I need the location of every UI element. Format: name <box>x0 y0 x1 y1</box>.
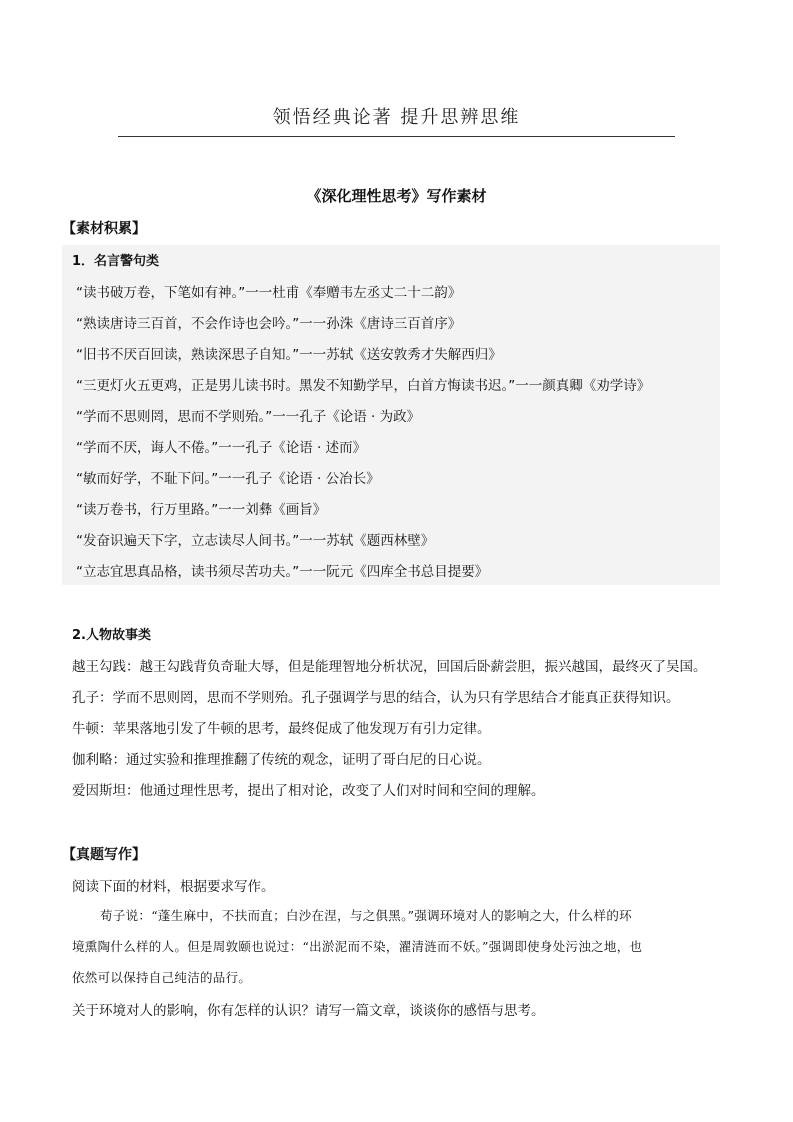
section-heading-writing: 【真题写作】 <box>62 847 146 863</box>
writing-intro: 阅读下面的材料，根据要求写作。 <box>72 879 275 895</box>
header-divider <box>118 136 675 137</box>
story-item: 孔子：学而不思则罔，思而不学则殆。孔子强调学与思的结合，认为只有学思结合才能真正获得知识。 <box>72 690 680 706</box>
story-item: 牛顿：苹果落地引发了牛顿的思考，最终促成了他发现万有引力定律。 <box>72 721 491 737</box>
quote-item: “三更灯火五更鸡，正是男儿读书时。黑发不知勤学早，白首方悔读书迟。”一一颜真卿《劝学诗》 <box>76 378 651 394</box>
quote-item: “旧书不厌百回读，熟读深思子自知。”一一苏轼《送安敦秀才失解西归》 <box>76 347 502 363</box>
stories-heading: 2.人物故事类 <box>72 628 151 643</box>
quote-item: “敏而好学，不耻下问。”一一孔子《论语 · 公冶长》 <box>76 471 380 487</box>
writing-material-line: 依然可以保持自己纯洁的品行。 <box>72 970 252 985</box>
story-item: 爱因斯坦：他通过理性思考，提出了相对论，改变了人们对时间和空间的理解。 <box>72 783 545 799</box>
quote-item: “熟读唐诗三百首，不会作诗也会吟。”一一孙洙《唐诗三百首序》 <box>76 316 462 332</box>
quote-item: “读书破万卷，下笔如有神。”一一杜甫《奉赠韦左丞丈二十二韵》 <box>76 285 462 301</box>
writing-prompt: 关于环境对人的影响，你有怎样的认识？请写一篇文章，谈谈你的感悟与思考。 <box>72 1003 545 1019</box>
section-heading-material: 【素材积累】 <box>62 221 146 237</box>
writing-material-line: 境熏陶什么样的人。但是周敦颐也说过：“出淤泥而不染，濯清涟而不妖。”强调即使身处污浊之地，也 <box>72 939 643 954</box>
quote-item: “发奋识遍天下字，立志读尽人间书。”一一苏轼《题西林壁》 <box>76 533 435 549</box>
quotes-heading: 1．名言警句类 <box>72 254 160 269</box>
quote-item: “学而不思则罔，思而不学则殆。”一一孔子《论语 · 为政》 <box>76 409 421 425</box>
story-item: 越王勾践：越王勾践背负奇耻大辱，但是能理智地分析状况，回国后卧薪尝胆，振兴越国，最终灭了吴国。 <box>72 659 707 675</box>
story-item: 伽利略：通过实验和推理推翻了传统的观念，证明了哥白尼的日心说。 <box>72 752 491 768</box>
page-header-title: 领悟经典论著 提升思辨思维 <box>272 107 521 128</box>
quote-item: “立志宜思真品格，读书须尽苦功夫。”一一阮元《四库全书总目提要》 <box>76 564 489 580</box>
quote-item: “读万卷书，行万里路。”一一刘彝《画旨》 <box>76 502 327 518</box>
writing-material-line: 荀子说：“蓬生麻中，不扶而直；白沙在涅，与之俱黑。”强调环境对人的影响之大，什么样的环 <box>100 908 632 923</box>
quote-item: “学而不厌，诲人不倦。”一一孔子《论语 · 述而》 <box>76 440 367 456</box>
document-title: 《深化理性思考》写作素材 <box>306 187 487 205</box>
